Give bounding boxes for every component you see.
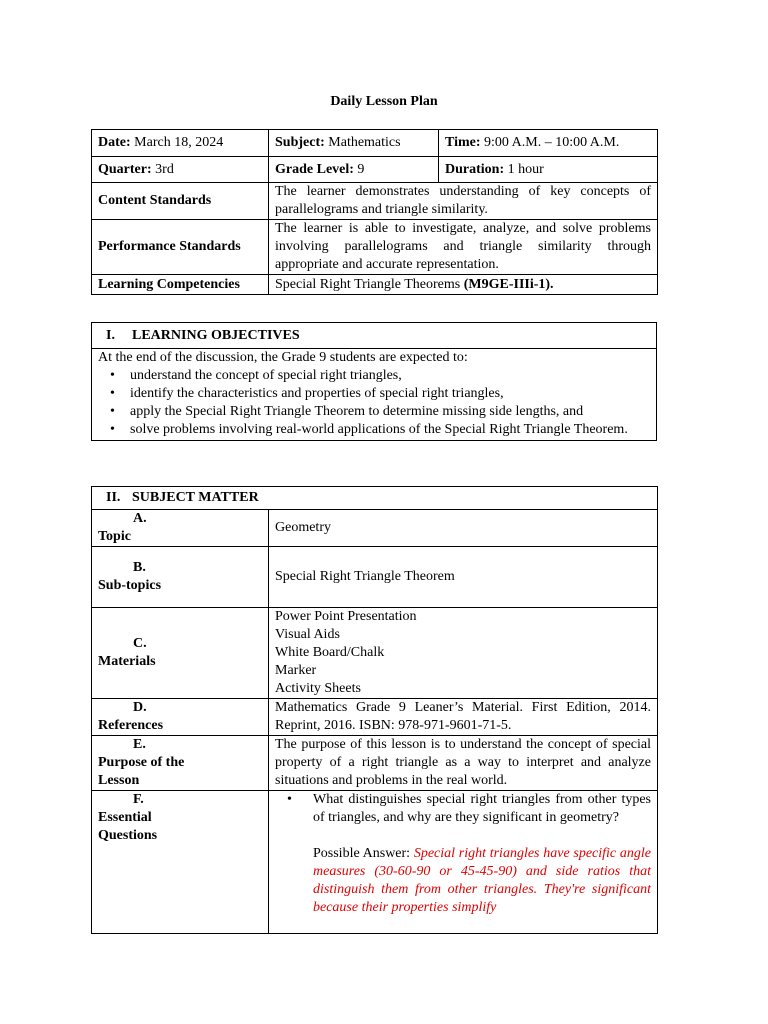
date-cell: Date: March 18, 2024 [92, 130, 269, 157]
content-standards-label: Content Standards [92, 183, 269, 220]
list-item: White Board/Chalk [275, 645, 385, 660]
list-item: Power Point Presentation [275, 609, 417, 624]
quarter-value: 3rd [155, 161, 174, 177]
list-item: Marker [275, 663, 317, 678]
duration-cell: Duration: 1 hour [439, 157, 658, 183]
duration-value: 1 hour [507, 161, 544, 177]
purpose-label: E.Purpose of the Lesson [92, 736, 269, 791]
references-label: D.References [92, 699, 269, 736]
possible-answer-label: Possible Answer: [313, 846, 414, 861]
essential-question: • What distinguishes special right triangles from other types of triangles, and why are they significant in geometry? [275, 791, 651, 827]
list-item: • identify the characteristics and properties of special right triangles, [98, 385, 650, 403]
list-item: • apply the Special Right Triangle Theorem to determine missing side lengths, and [98, 403, 650, 421]
essential-questions-list [275, 791, 651, 827]
performance-standards-value: The learner is able to investigate, analyze, and solve problems involving parallelograms and triangle similarity through appropriate and accurate representation. [269, 220, 658, 275]
subtopics-label: B.Sub-topics [92, 547, 269, 608]
subject-matter-heading: II. SUBJECT MATTER [92, 487, 658, 510]
topic-value: Geometry [269, 510, 658, 547]
possible-answer [275, 845, 651, 917]
objectives-list [98, 367, 650, 439]
essential-questions-label: F.Essential Questions [92, 791, 269, 934]
learning-competencies-label: Learning Competencies [92, 275, 269, 295]
subject-value: Mathematics [328, 135, 401, 150]
list-item: Visual Aids [275, 627, 340, 642]
list-item: • solve problems involving real-world applications of the Special Right Triangle Theorem. [98, 421, 650, 439]
document-title: Daily Lesson Plan [330, 94, 438, 109]
time-cell: Time: 9:00 A.M. – 10:00 A.M. [439, 130, 658, 157]
learning-competencies-value: Special Right Triangle Theorems (M9GE-IIIi-1). [269, 275, 658, 295]
date-value: March 18, 2024 [134, 135, 224, 150]
materials-list [269, 608, 658, 699]
materials-label: C.Materials [92, 608, 269, 699]
topic-label: A.Topic [92, 510, 269, 547]
list-item: • understand the concept of special right triangles, [98, 367, 650, 385]
subject-cell: Subject: Mathematics [269, 130, 439, 157]
quarter-cell: Quarter: 3rd [92, 157, 269, 183]
competency-code: (M9GE-IIIi-1). [463, 276, 554, 292]
performance-standards-label: Performance Standards [92, 220, 269, 275]
grade-cell: Grade Level: 9 [269, 157, 439, 183]
subtopics-value: Special Right Triangle Theorem [269, 547, 658, 608]
learning-objectives-table [91, 322, 657, 441]
objectives-intro: At the end of the discussion, the Grade 9 students are expected to: [98, 350, 468, 365]
lesson-header-table [91, 129, 658, 295]
time-value: 9:00 A.M. – 10:00 A.M. [484, 135, 620, 150]
list-item: Activity Sheets [275, 681, 361, 696]
references-value: Mathematics Grade 9 Leaner’s Material. First Edition, 2014. Reprint, 2016. ISBN: 978-971-9601-71-5. [269, 699, 658, 736]
purpose-value: The purpose of this lesson is to understand the concept of special property of a right triangle as a way to interpret and analyze situations and problems in the real world. [269, 736, 658, 791]
content-standards-value: The learner demonstrates understanding of key concepts of parallelograms and triangle similarity. [269, 183, 658, 220]
essential-questions-body [269, 791, 658, 934]
possible-answer-text: Special right triangles have specific angle measures (30-60-90 or 45-45-90) and side ratios that distinguish them from other triangles. They're significant because their properties simplify [313, 846, 651, 915]
grade-value: 9 [357, 161, 365, 177]
subject-matter-table [91, 486, 658, 934]
objectives-heading: I. LEARNING OBJECTIVES [92, 323, 657, 349]
objectives-body [92, 349, 657, 441]
